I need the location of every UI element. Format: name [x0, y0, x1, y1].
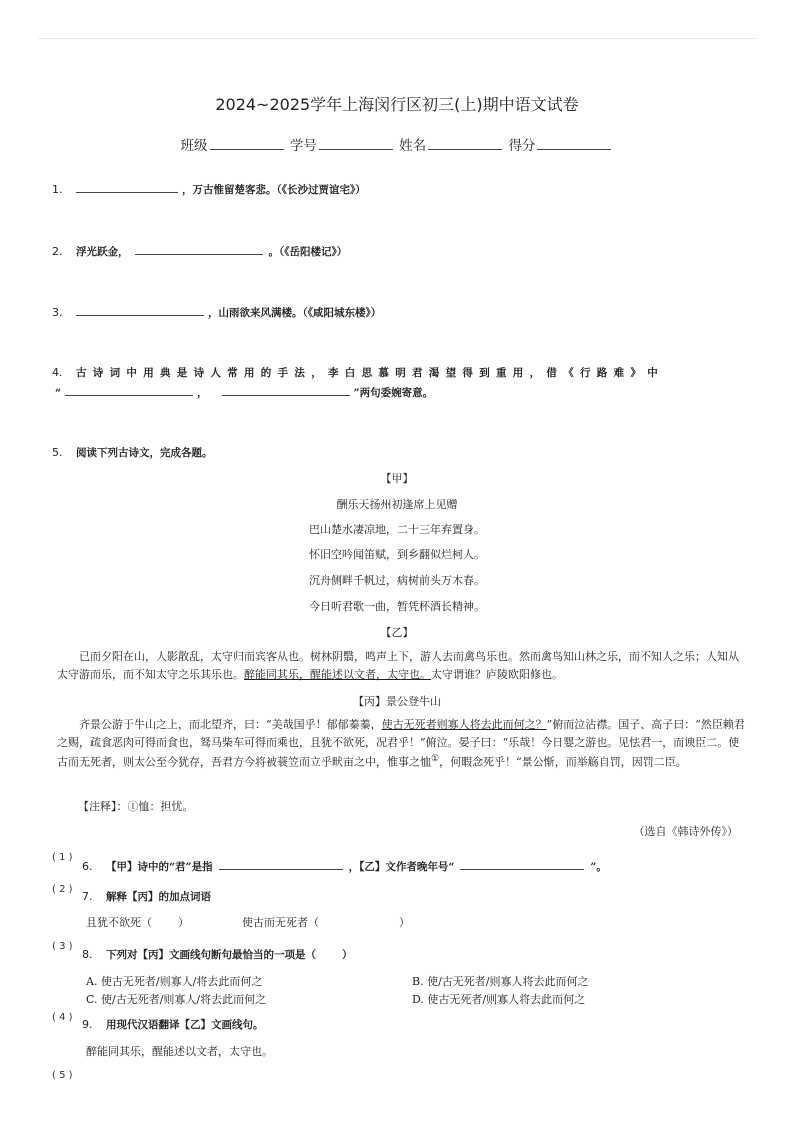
underlined-sentence: 使古无死者则寡人将去此而何之？ [381, 718, 547, 731]
name-label: 姓名 [399, 138, 427, 154]
question-number: 7. [82, 890, 93, 903]
comma: ， [197, 387, 208, 399]
question-text: ，万古惟留楚客悲。（《长沙过贾谊宅》） [182, 184, 366, 196]
passage-text: ”俯而泣沾襟。国子、高子曰：“然臣赖君之赐，疏食恶肉可得而食也，驽马柴车可得而乘也，且犹不欲死，况君乎！”俯泣。晏子曰：“乐哉！今日婴之游也。见怯君一，而谀臣二。使古而无死者，则太公至今犹存，吾君方今将被蓑笠而立乎畎亩之中，惟事之恤 [57, 718, 745, 769]
poem-line: 怀旧空吟闻笛赋，到乡翻似烂柯人。 [309, 548, 485, 561]
name-blank[interactable] [428, 136, 502, 150]
poem-line: 今日听君歌一曲，暂凭杯酒长精神。 [309, 600, 485, 613]
answer-blank[interactable] [76, 180, 178, 193]
question-text: 阅读下列古诗文，完成各题。 [76, 447, 213, 459]
question-4 [52, 365, 664, 380]
score-label: 得分 [508, 138, 536, 154]
question-1 [52, 180, 366, 197]
question-text: 。（《岳阳楼记》） [268, 246, 348, 258]
question-text: ”两句委婉寄意。 [353, 387, 434, 399]
class-blank[interactable] [210, 136, 284, 150]
answer-blank-1[interactable] [65, 383, 193, 396]
option-b[interactable]: B. 使/古无死者/则寡人将去此而何之 [412, 975, 589, 988]
question-text: ”。 [590, 861, 607, 873]
sub-question-label: ( 3 ) [52, 941, 73, 952]
section-jia-label: 【甲】 [380, 472, 414, 485]
sub-question-3 [82, 947, 353, 962]
item-text: 且犹不欲死（ [86, 916, 152, 929]
option-a[interactable]: A. 使古无死者/则寡人/将去此而何之 [86, 975, 263, 988]
open-quote: “ [55, 387, 62, 399]
close-paren: ） [399, 916, 410, 929]
sub-question-label: ( 1 ) [52, 852, 73, 863]
bing-passage [57, 716, 747, 771]
section-bing-label: 【丙】景公登牛山 [353, 695, 441, 708]
question-number: 8. [82, 948, 93, 961]
word-item-b [242, 914, 410, 930]
translation-sentence: 醉能同其乐，醒能述以文者，太守也。 [86, 1045, 273, 1058]
word-item-a [86, 914, 189, 930]
score-blank[interactable] [537, 136, 611, 150]
question-text: 用现代汉语翻译【乙】文画线句。 [106, 1019, 264, 1031]
answer-blank-2[interactable] [222, 383, 350, 396]
passage-text: 已而夕阳在山，人影散乱，太守归而宾客从也。树林阴翳，鸣声上下，游人去而禽鸟乐也。然而禽鸟知山林之乐，而不知人之乐；人知从太守游而乐，而不知太守之乐其乐也。 [57, 650, 739, 681]
footnote-marker: ① [431, 754, 440, 764]
top-divider [38, 38, 756, 39]
passage-text: 太守谓谁？庐陵欧阳修也。 [431, 667, 563, 681]
question-text: 下列对【丙】文画线句断句最恰当的一项是（ [106, 949, 316, 961]
number-blank[interactable] [319, 136, 393, 150]
question-3 [52, 303, 381, 320]
footnote: 【注释】：①恤：担忧。 [78, 800, 194, 813]
sub-question-4 [82, 1017, 264, 1032]
question-text: 【甲】诗中的“君”是指 [106, 861, 213, 873]
option-c[interactable]: C. 使/古无死者/则寡人/将去此而何之 [86, 993, 267, 1006]
question-number: 5. [52, 446, 63, 459]
sub-question-label: ( 2 ) [52, 884, 73, 895]
sub-question-label: ( 5 ) [52, 1070, 73, 1081]
number-label: 学号 [289, 138, 317, 154]
question-number: 4. [52, 366, 63, 379]
question-4-line-2 [55, 383, 433, 400]
question-text: ，【乙】文作者晚年号“ [348, 861, 455, 873]
question-number: 3. [52, 306, 63, 319]
question-number: 1. [52, 183, 63, 196]
page-title: 2024~2025学年上海闵行区初三(上)期中语文试卷 [215, 95, 579, 114]
passage-text: ，何暇念死乎！”景公惭，而举觞自罚，因罚二臣。 [439, 755, 687, 769]
question-text: ，山雨欲来风满楼。（《咸阳城东楼》） [208, 307, 382, 319]
answer-blank[interactable] [135, 242, 263, 255]
question-text: 浮光跃金， [76, 246, 129, 258]
class-label: 班级 [180, 138, 208, 154]
poem-line: 巴山楚水凄凉地，二十三年弃置身。 [309, 523, 485, 536]
item-text: 使古而无死者（ [242, 916, 319, 929]
answer-blank[interactable] [76, 303, 204, 316]
sub-question-label: ( 4 ) [52, 1012, 73, 1023]
yi-passage [57, 648, 747, 683]
source-citation: （选自《韩诗外传》） [633, 825, 738, 838]
close-paren: ） [178, 916, 189, 929]
section-yi-label: 【乙】 [380, 626, 414, 639]
student-info-line [0, 134, 794, 154]
poem-line: 沉舟侧畔千帆过，病树前头万木春。 [309, 574, 485, 587]
underlined-sentence: 醉能同其乐，醒能述以文者，太守也。 [244, 667, 431, 681]
question-text: 古诗词中用典是诗人常用的手法，李白思慕明君渴望得到重用，借《行路难》中 [76, 367, 664, 379]
question-2 [52, 242, 347, 259]
answer-blank-1[interactable] [219, 857, 343, 870]
sub-question-1 [82, 857, 607, 874]
poem-title: 酬乐天扬州初逢席上见赠 [336, 498, 458, 511]
passage-text: 齐景公游于牛山之上，而北望齐，曰：“美哉国乎！郁郁蓁蓁， [79, 718, 382, 731]
question-number: 6. [82, 860, 93, 873]
question-number: 2. [52, 245, 63, 258]
close-paren: ） [342, 949, 353, 961]
question-text: 解释【丙】的加点词语 [106, 891, 211, 903]
sub-question-2 [82, 889, 211, 904]
question-5 [52, 445, 213, 460]
option-d[interactable]: D. 使古无死者/则寡人将去此而何之 [412, 993, 586, 1006]
answer-blank-2[interactable] [460, 857, 584, 870]
question-number: 9. [82, 1018, 93, 1031]
